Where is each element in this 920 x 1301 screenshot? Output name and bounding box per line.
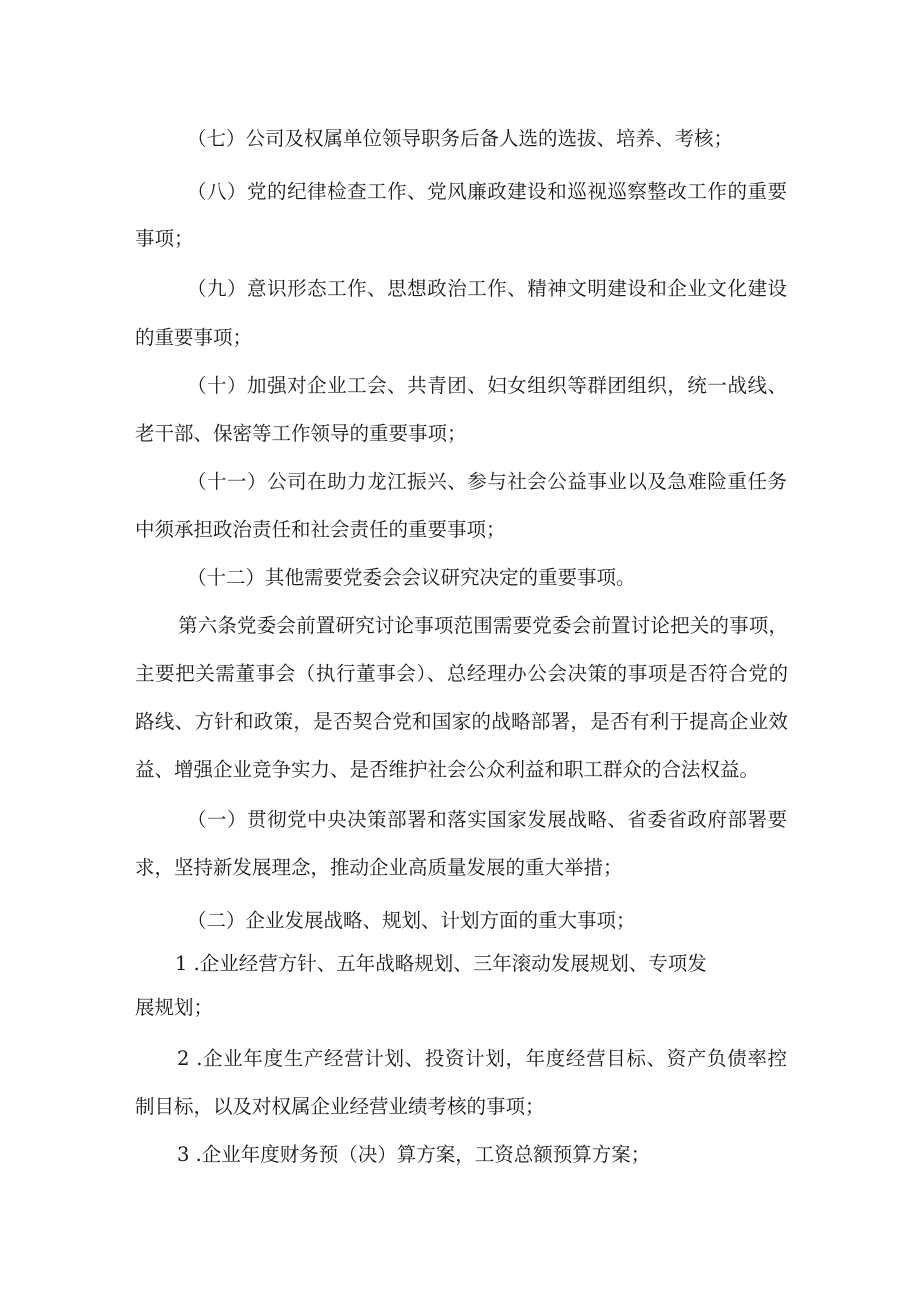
text-line: 事项；: [135, 227, 194, 250]
text-line: （七）公司及权属单位领导职务后备人选的选拔、培养、考核；: [187, 127, 734, 150]
text-line: 展规划；: [135, 996, 214, 1019]
text-line: 求，坚持新发展理念，推动企业高质量发展的重大举措；: [135, 856, 623, 879]
text-line: 中须承担政治责任和社会责任的重要事项；: [135, 518, 506, 541]
text-line: （二）企业发展战略、规划、计划方面的重大事项；: [187, 909, 636, 932]
text-line: （十一）公司在助力龙江振兴、参与社会公益事业以及急难险重任务: [187, 470, 787, 493]
text-line: 3 .企业年度财务预（决）算方案，工资总额预算方案；: [177, 1143, 651, 1166]
text-line: 的重要事项；: [135, 326, 253, 349]
text-line: （九）意识形态工作、思想政治工作、精神文明建设和企业文化建设: [187, 277, 787, 300]
text-line: （十）加强对企业工会、共青团、妇女组织等群团组织，统一战线、: [187, 374, 787, 397]
text-line: 1 .企业经营方针、五年战略规划、三年滚动发展规划、专项发: [175, 952, 707, 975]
text-line: （一）贯彻党中央决策部署和落实国家发展战略、省委省政府部署要: [187, 808, 787, 831]
text-line: （八）党的纪律检查工作、党风廉政建设和巡视巡察整改工作的重要: [187, 180, 787, 203]
text-line: 2 .企业年度生产经营计划、投资计划，年度经营目标、资产负债率控: [177, 1047, 787, 1070]
text-line: 主要把关需董事会（执行董事会）、总经理办公会决策的事项是否符合党的: [135, 662, 788, 685]
text-line: 老干部、保密等工作领导的重要事项；: [135, 422, 467, 445]
text-line: 路线、方针和政策，是否契合党和国家的战略部署，是否有利于提高企业效: [135, 710, 788, 733]
text-line: 制目标，以及对权属企业经营业绩考核的事项；: [135, 1095, 545, 1118]
text-line: 第六条党委会前置研究讨论事项范围需要党委会前置讨论把关的事项，: [178, 614, 788, 637]
text-line: （十二）其他需要党委会会议研究决定的重要事项。: [187, 566, 636, 589]
text-line: 益、增强企业竞争实力、是否维护社会公众利益和职工群众的合法权益。: [135, 758, 760, 781]
